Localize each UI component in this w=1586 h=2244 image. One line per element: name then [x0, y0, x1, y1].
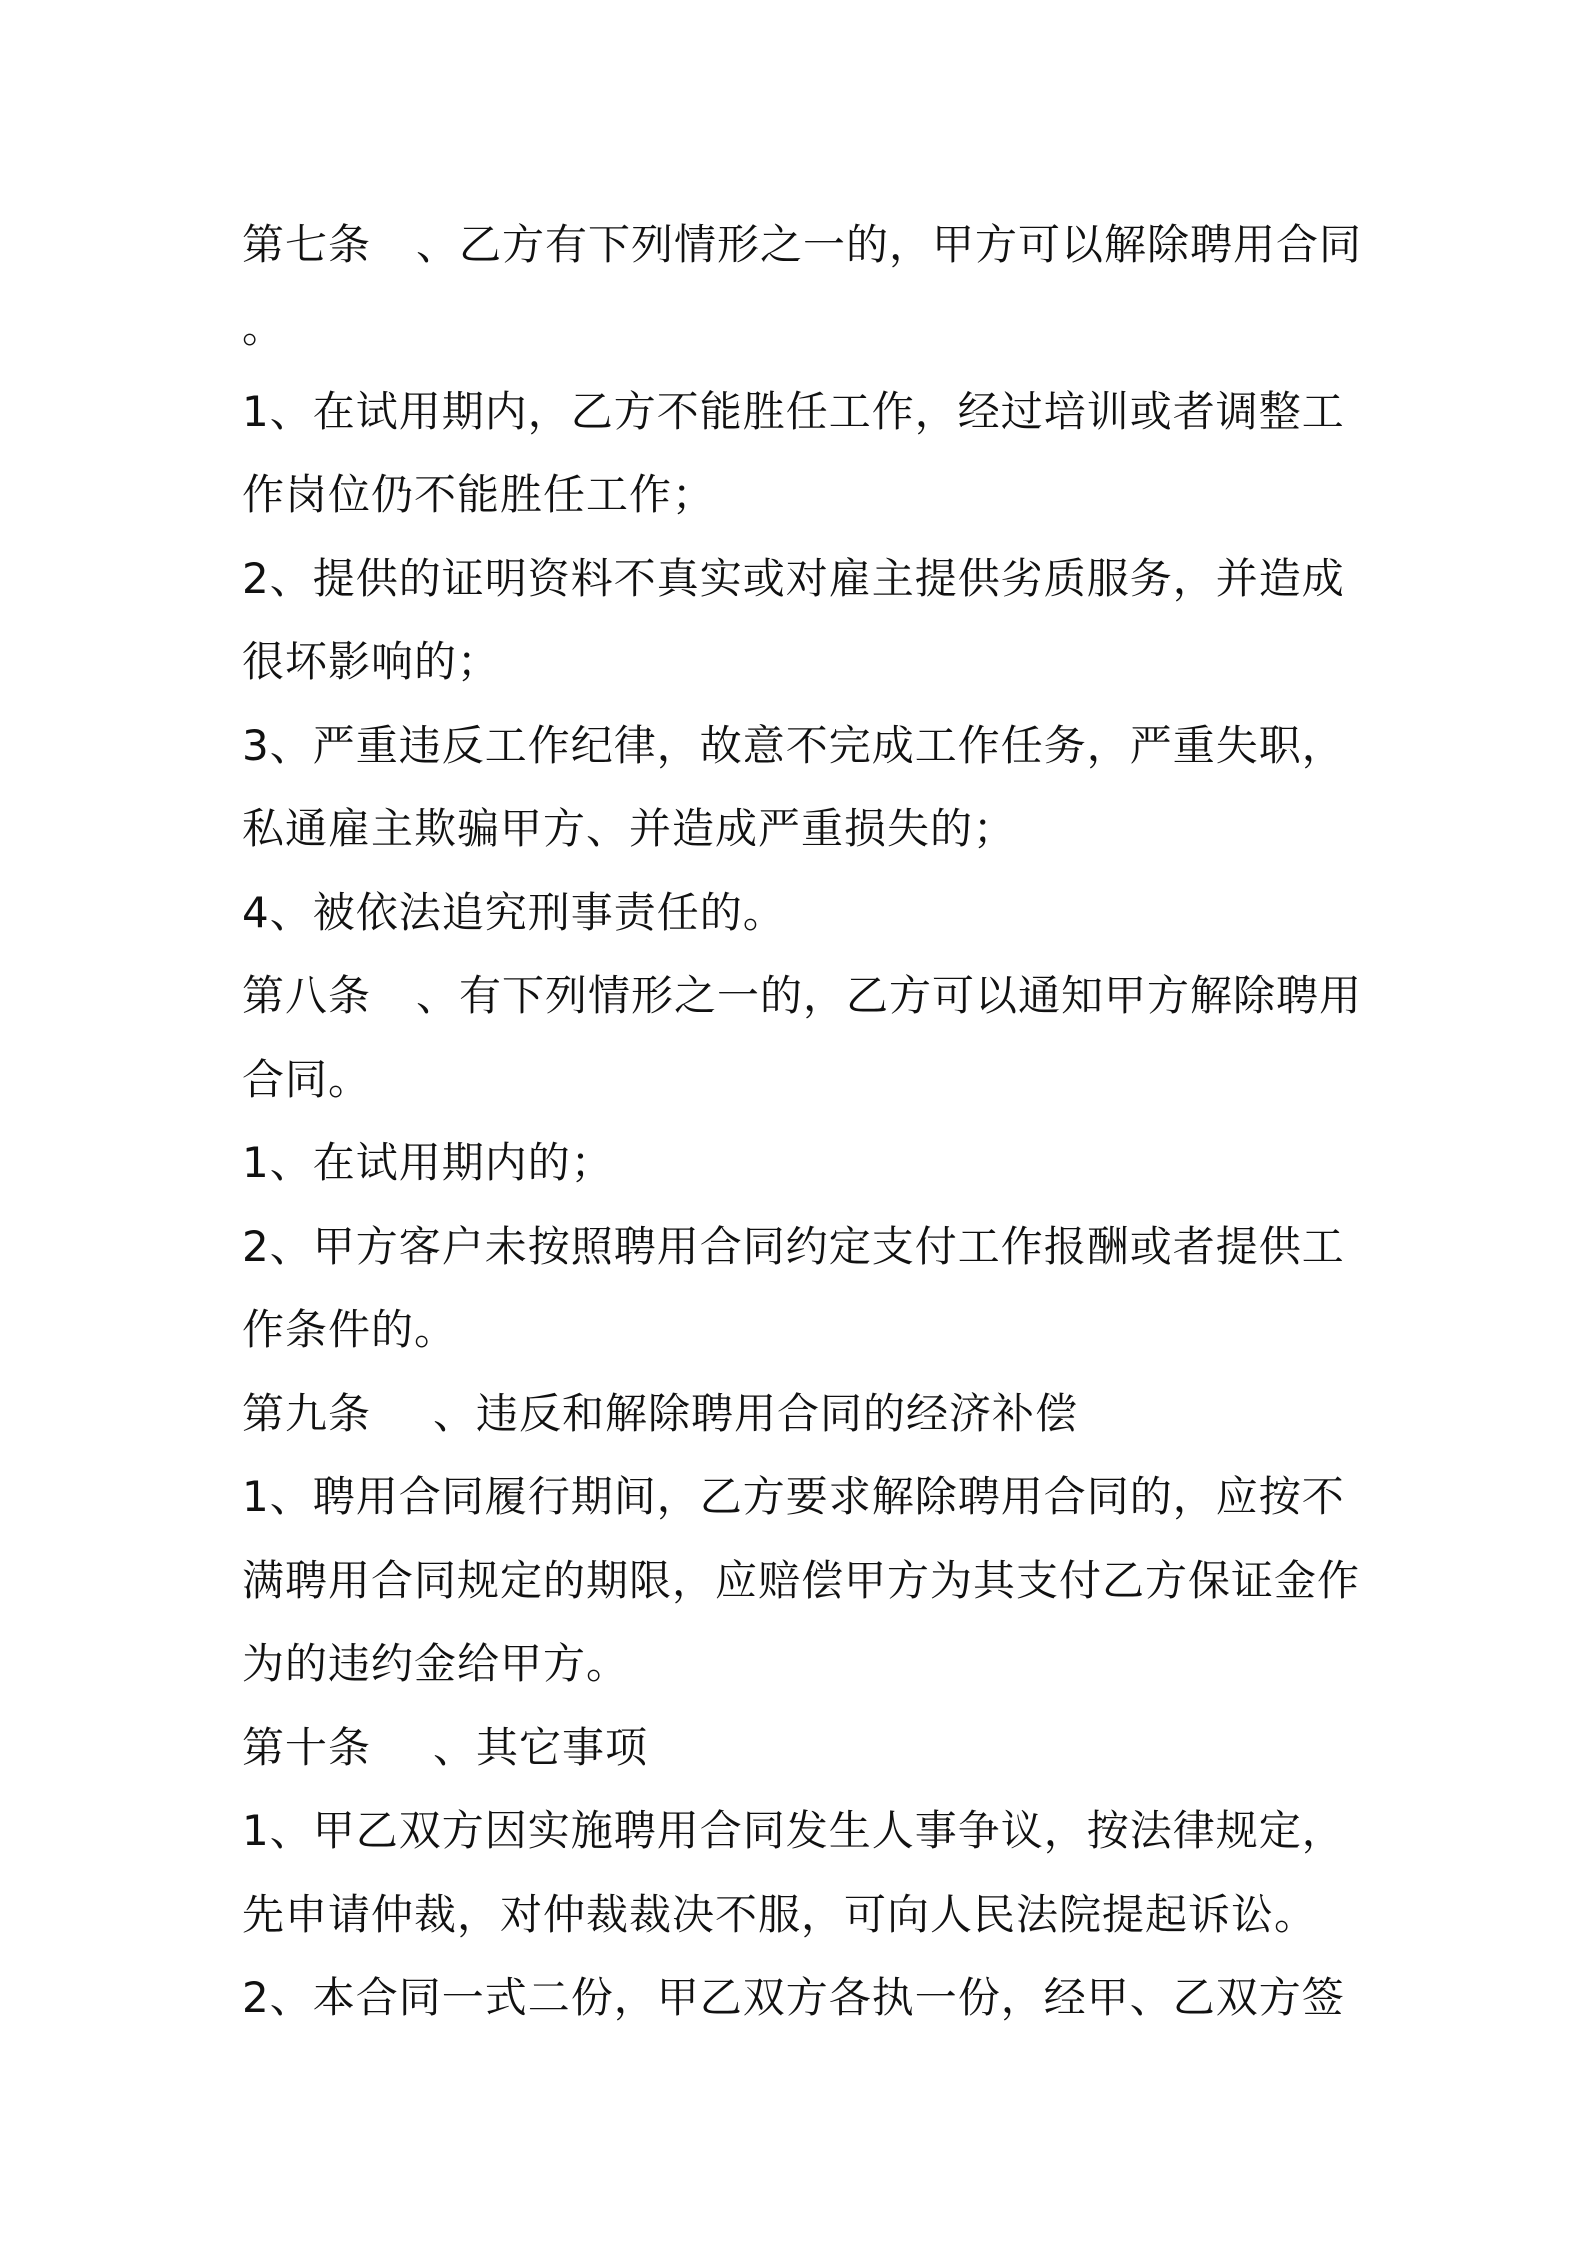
text-line — [242, 1703, 1362, 1787]
line-text: 作条件的。 — [242, 1305, 458, 1355]
line-text: 、有下列情形之一的，乙方可以通知甲方解除聘用 — [415, 971, 1362, 1021]
text-line — [242, 952, 1362, 1036]
text-line — [242, 1620, 1362, 1704]
line-text: 2、甲方客户未按照聘用合同约定支付工作报酬或者提供工 — [242, 1221, 1345, 1271]
text-line — [242, 451, 1362, 535]
line-text: 2、提供的证明资料不真实或对雇主提供劣质服务，并造成 — [242, 553, 1345, 603]
text-line — [242, 1286, 1362, 1370]
article-heading: 第八条 — [242, 971, 372, 1021]
text-line — [242, 1035, 1362, 1119]
line-text: 为的违约金给甲方。 — [242, 1639, 630, 1689]
line-text: 合同。 — [242, 1054, 372, 1104]
text-line — [242, 1119, 1362, 1203]
line-text: 、违反和解除聘用合同的经济补偿 — [433, 1388, 1079, 1438]
text-line — [242, 534, 1362, 618]
text-line — [242, 284, 1362, 368]
document-body — [242, 200, 1362, 2037]
line-text: 、乙方有下列情形之一的，甲方可以解除聘用合同 — [415, 219, 1362, 269]
line-text: 先申请仲裁，对仲裁裁决不服，可向人民法院提起诉讼。 — [242, 1889, 1318, 1939]
line-text: 3、严重违反工作纪律，故意不完成工作任务，严重失职， — [242, 720, 1345, 770]
text-line — [242, 1202, 1362, 1286]
line-text: 作岗位仍不能胜任工作； — [242, 470, 716, 520]
line-text: 2、本合同一式二份，甲乙双方各执一份，经甲、乙双方签 — [242, 1973, 1345, 2023]
text-line — [242, 785, 1362, 869]
line-text: 1、在试用期内的； — [242, 1138, 614, 1188]
line-text: 很坏影响的； — [242, 637, 501, 687]
text-line — [242, 1453, 1362, 1537]
line-text: 1、聘用合同履行期间，乙方要求解除聘用合同的，应按不 — [242, 1472, 1345, 1522]
text-line — [242, 618, 1362, 702]
article-heading: 第九条 — [242, 1388, 372, 1438]
text-line — [242, 1536, 1362, 1620]
text-line — [242, 1369, 1362, 1453]
line-text: 1、甲乙双方因实施聘用合同发生人事争议，按法律规定， — [242, 1806, 1345, 1856]
text-line — [242, 1954, 1362, 2038]
line-text: 1、在试用期内，乙方不能胜任工作，经过培训或者调整工 — [242, 386, 1345, 436]
text-line — [242, 1787, 1362, 1871]
text-line — [242, 200, 1362, 284]
line-text: 。 — [242, 303, 286, 353]
line-text: 满聘用合同规定的期限，应赔偿甲方为其支付乙方保证金作 — [242, 1555, 1361, 1605]
text-line — [242, 1870, 1362, 1954]
text-line — [242, 367, 1362, 451]
line-text: 、其它事项 — [433, 1722, 649, 1772]
line-text: 私通雇主欺骗甲方、并造成严重损失的； — [242, 804, 1017, 854]
text-line — [242, 868, 1362, 952]
article-heading: 第七条 — [242, 219, 372, 269]
article-heading: 第十条 — [242, 1722, 372, 1772]
text-line — [242, 701, 1362, 785]
line-text: 4、被依法追究刑事责任的。 — [242, 887, 786, 937]
